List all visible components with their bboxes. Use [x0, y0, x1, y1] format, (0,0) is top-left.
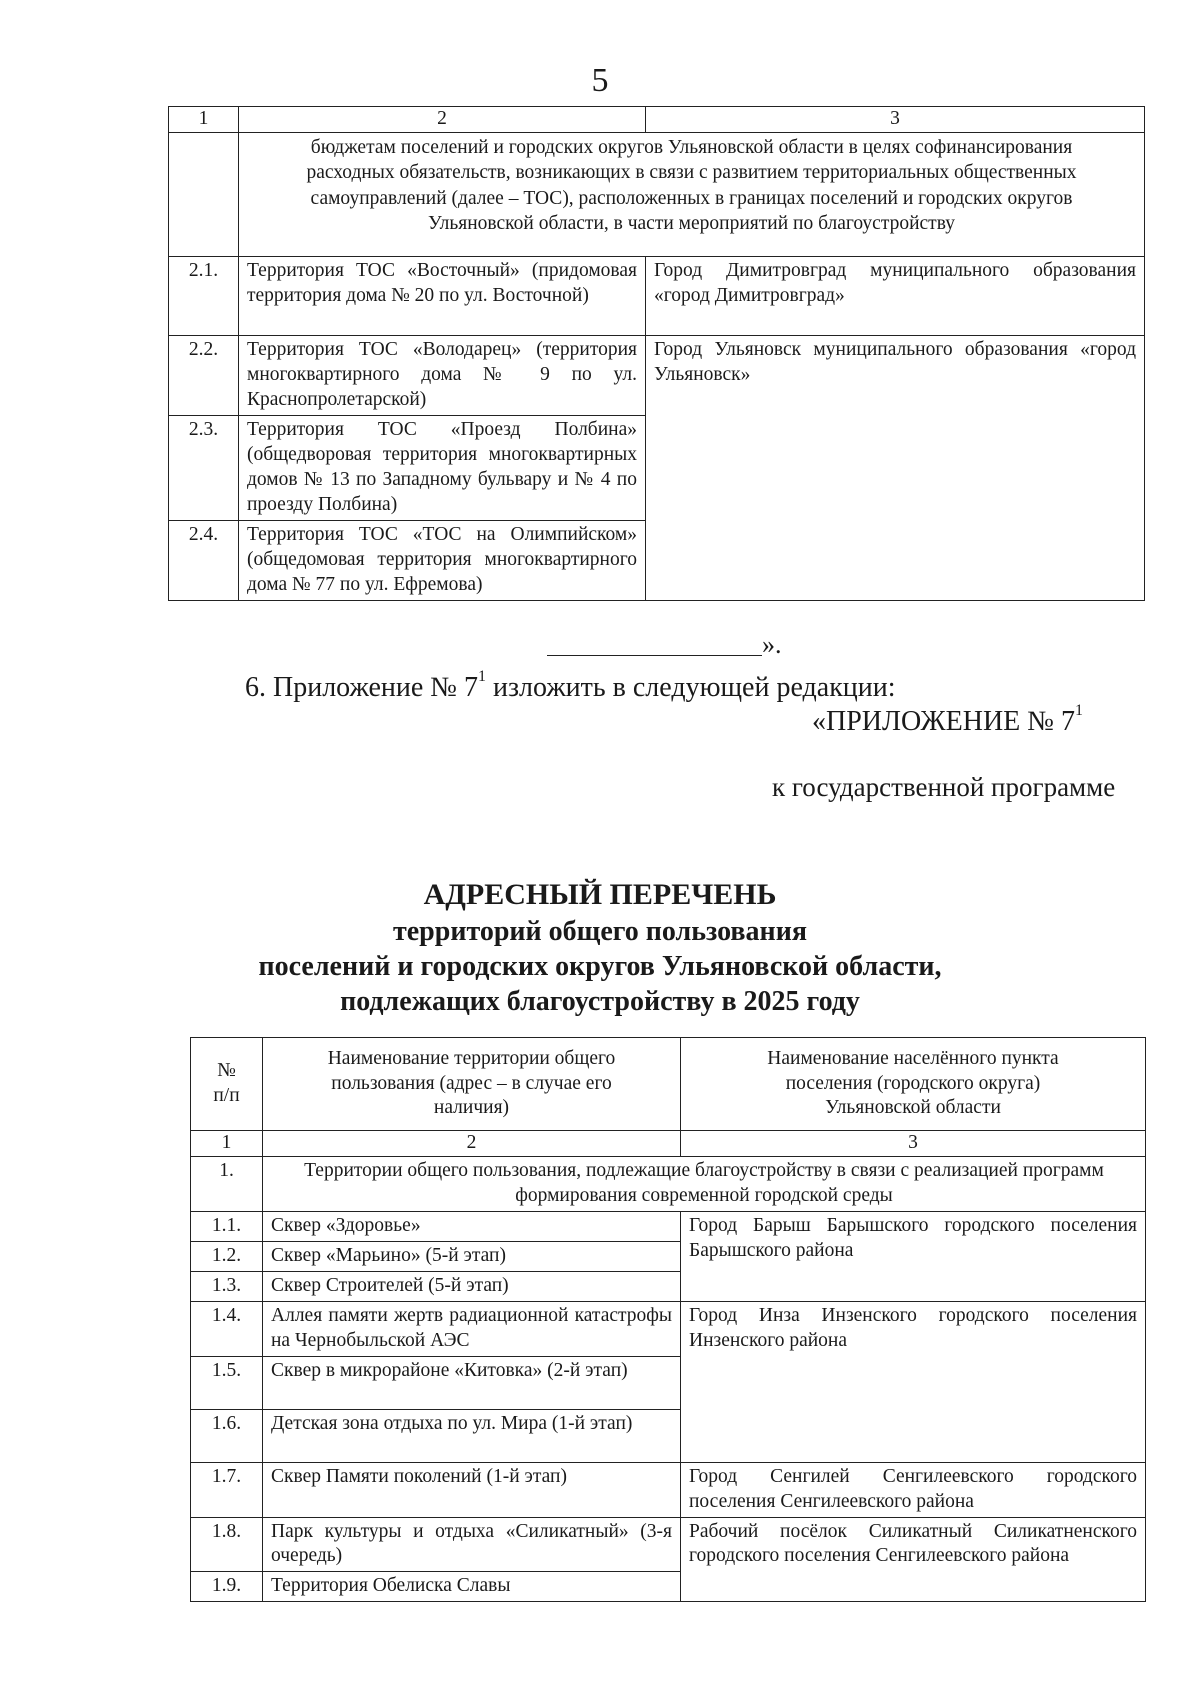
row-name: Сквер «Марьино» (5-й этап) [263, 1241, 681, 1271]
closing-quote: ». [762, 630, 782, 659]
row-num: 2.4. [169, 520, 239, 600]
closing-underline [547, 655, 762, 656]
table-row [169, 257, 1145, 336]
heading-line-3: поселений и городских округов Ульяновской области, [258, 950, 942, 982]
row-name: Территория ТОС «Володарец» (территория многоквартирного дома № 9 по ул. Краснопролетарской) [239, 336, 646, 416]
table-row [191, 1211, 1146, 1241]
row-name: Сквер Строителей (5-й этап) [263, 1271, 681, 1301]
header-location: Наименование населённого пункта поселения (городского округа) Ульяновской области [681, 1038, 1146, 1131]
section-text: Территории общего пользования, подлежащие благоустройству в связи с реализацией программ формирования современной городской среды [263, 1156, 1146, 1211]
col-number-2: 2 [239, 107, 646, 133]
table-row [191, 1517, 1146, 1572]
col-number-1: 1 [191, 1131, 263, 1157]
row-location: Город Ульяновск муниципального образования «город Ульяновск» [646, 336, 1145, 601]
row-name: Территория ТОС «ТОС на Олимпийском» (общедомовая территория многоквартирного дома № 77 по ул. Ефремова) [239, 520, 646, 600]
table-row [191, 1301, 1146, 1356]
row-location: Рабочий посёлок Силикатный Силикатненского городского поселения Сенгилеевского района [681, 1517, 1146, 1602]
continuation-table [168, 106, 1145, 601]
row-name: Детская зона отдыха по ул. Мира (1-й этап) [263, 1409, 681, 1462]
instruction-main: 6. Приложение № 7 [245, 672, 478, 703]
appendix-sup: 1 [1074, 702, 1083, 719]
section-row [169, 133, 1145, 257]
table-row [191, 1462, 1146, 1517]
document-heading [0, 876, 1200, 1019]
section-row [191, 1156, 1146, 1211]
row-location: Город Инза Инзенского городского поселения Инзенского района [681, 1301, 1146, 1462]
row-location: Город Сенгилей Сенгилеевского городского поселения Сенгилеевского района [681, 1462, 1146, 1517]
row-name: Аллея памяти жертв радиационной катастрофы на Чернобыльской АЭС [263, 1301, 681, 1356]
instruction-rest: изложить в следующей редакции: [486, 672, 896, 703]
page-number: 5 [591, 62, 609, 99]
row-name: Территория Обелиска Славы [263, 1572, 681, 1602]
row-num: 1.4. [191, 1301, 263, 1356]
row-num: 1.6. [191, 1409, 263, 1462]
section-text: бюджетам поселений и городских округов Ульяновской области в целях софинансирования расходных обязательств, возникающих в связи с развитием территориальных общественных самоуправлений (далее – ТОС), расположенных в границах поселений и городских округов Ульяновской области, в части мероприятий по благоустройству [239, 133, 1145, 257]
row-name: Сквер в микрорайоне «Китовка» (2-й этап) [263, 1356, 681, 1409]
row-name: Территория ТОС «Восточный» (придомовая территория дома № 20 по ул. Восточной) [239, 257, 646, 336]
row-location: Город Димитровград муниципального образования «город Димитровград» [646, 257, 1145, 336]
heading-line-1: АДРЕСНЫЙ ПЕРЕЧЕНЬ [423, 878, 777, 911]
appendix-subtitle: к государственной программе [772, 772, 1116, 802]
header-name: Наименование территории общего пользования (адрес – в случае его наличия) [263, 1038, 681, 1131]
col-number-2: 2 [263, 1131, 681, 1157]
row-num: 2.1. [169, 257, 239, 336]
row-location: Город Барыш Барышского городского поселения Барышского района [681, 1211, 1146, 1301]
row-num: 1.3. [191, 1271, 263, 1301]
section-num: 1. [191, 1156, 263, 1211]
row-num: 1.5. [191, 1356, 263, 1409]
instruction-sup: 1 [478, 668, 486, 685]
col-number-3: 3 [681, 1131, 1146, 1157]
appendix-title-text: «ПРИЛОЖЕНИЕ № 7 [812, 706, 1075, 737]
row-name: Сквер «Здоровье» [263, 1211, 681, 1241]
column-number-row [169, 107, 1145, 133]
row-num: 1.2. [191, 1241, 263, 1271]
row-name: Сквер Памяти поколений (1-й этап) [263, 1462, 681, 1517]
row-name: Парк культуры и отдыха «Силикатный» (3-я очередь) [263, 1517, 681, 1572]
instruction-text [245, 668, 896, 704]
column-number-row [191, 1131, 1146, 1157]
row-name: Территория ТОС «Проезд Полбина» (общедворовая территория многоквартирных домов № 13 по Западному бульвару и № 4 по проезду Полбина) [239, 415, 646, 520]
header-num: № п/п [191, 1038, 263, 1131]
header-row [191, 1038, 1146, 1131]
heading-line-2: территорий общего пользования [393, 915, 807, 947]
row-num: 2.3. [169, 415, 239, 520]
col-number-3: 3 [646, 107, 1145, 133]
row-num: 2.2. [169, 336, 239, 416]
col-number-1: 1 [169, 107, 239, 133]
table-row [169, 336, 1145, 416]
section-num-cell [169, 133, 239, 257]
row-num: 1.8. [191, 1517, 263, 1572]
row-num: 1.7. [191, 1462, 263, 1517]
row-num: 1.9. [191, 1572, 263, 1602]
row-num: 1.1. [191, 1211, 263, 1241]
appendix-title [812, 702, 1083, 738]
address-list-table [190, 1037, 1146, 1602]
heading-line-4: подлежащих благоустройству в 2025 году [340, 985, 860, 1017]
